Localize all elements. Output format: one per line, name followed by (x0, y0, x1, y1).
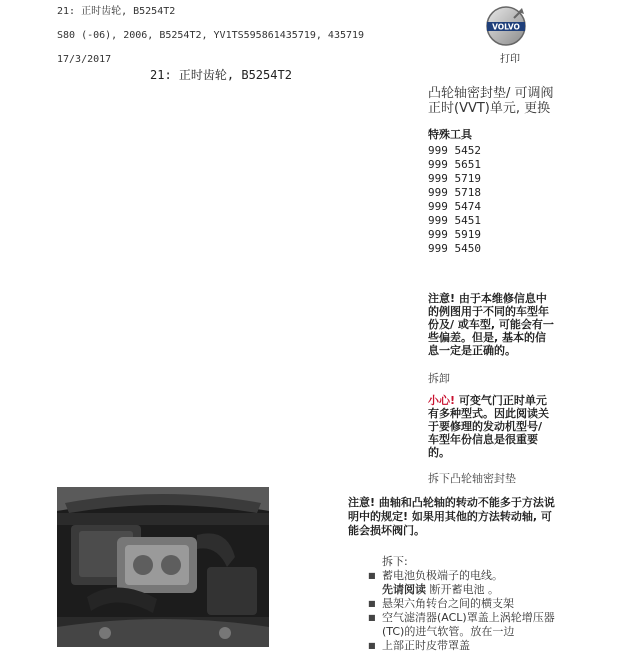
vehicle-info: S80 (-06), 2006, B5254T2, YV1TS595861435719, 435719 (57, 30, 365, 41)
note-keyword: 注意! (428, 292, 456, 305)
tool-item: 999 5719 (428, 172, 481, 185)
caution-text: 可变气门正时单元有多种型式。因此阅读关于要修理的发动机型号/ 车型年份信息是很重要的。 (428, 394, 549, 459)
tool-item: 999 5651 (428, 158, 481, 171)
remove-camshaft-seal-link[interactable]: 拆下凸轮轴密封垫 (428, 472, 516, 485)
tool-item: 999 5718 (428, 186, 481, 199)
removal-steps (368, 555, 568, 653)
tool-item: 999 5919 (428, 228, 481, 241)
date-stamp: 17/3/2017 (57, 54, 112, 65)
engine-bay-photo (57, 487, 269, 647)
section-title: 凸轮轴密封垫/ 可调阀正时(VVT)单元, 更换 (428, 86, 554, 116)
note-keyword: 注意! (348, 496, 376, 509)
remove-link[interactable]: 拆卸 (428, 372, 450, 385)
tool-item: 999 5451 (428, 214, 481, 227)
header-breadcrumb: 21: 正时齿轮, B5254T2 (57, 6, 176, 17)
list-item: ■ 空气滤清器(ACL)罩盖上涡轮增压器(TC)的进气软管。放在一边 (368, 611, 568, 639)
page-title: 21: 正时齿轮, B5254T2 (150, 68, 292, 82)
note-variation (428, 292, 556, 357)
tool-item: 999 5450 (428, 242, 481, 255)
caution-vvt (428, 394, 556, 459)
procedure-sidebar (428, 86, 558, 256)
note-text: 由于本维修信息中的例图用于不同的车型年份及/ 或车型, 可能会有一些偏差。但是, 基本的信息一定是正确的。 (428, 292, 554, 357)
list-item: ■ 上部正时皮带罩盖 (368, 639, 568, 653)
steps-heading: 拆下: (382, 555, 408, 568)
svg-text:VOLVO: VOLVO (492, 22, 520, 32)
note-rotation (348, 496, 558, 538)
tool-item: 999 5474 (428, 200, 481, 213)
list-item: ■ 悬架六角转台之间的横支架 (368, 597, 568, 611)
special-tools-label: 特殊工具 (428, 128, 472, 141)
caution-keyword: 小心! (428, 394, 456, 407)
volvo-logo (484, 4, 528, 48)
tools-list (428, 144, 558, 256)
list-item (368, 569, 568, 597)
tool-item: 999 5452 (428, 144, 481, 157)
disconnect-battery-link[interactable]: 断开蓄电池 。 (426, 583, 499, 596)
note-text: 曲轴和凸轮轴的转动不能多于方法说明中的规定! 如果用其他的方法转动轴, 可能会损坏阀门。 (348, 496, 555, 537)
step-emphasis: 先请阅读 (382, 583, 426, 596)
step-text: 蓄电池负极端子的电线。 (382, 569, 503, 582)
print-button[interactable]: 打印 (500, 54, 520, 65)
